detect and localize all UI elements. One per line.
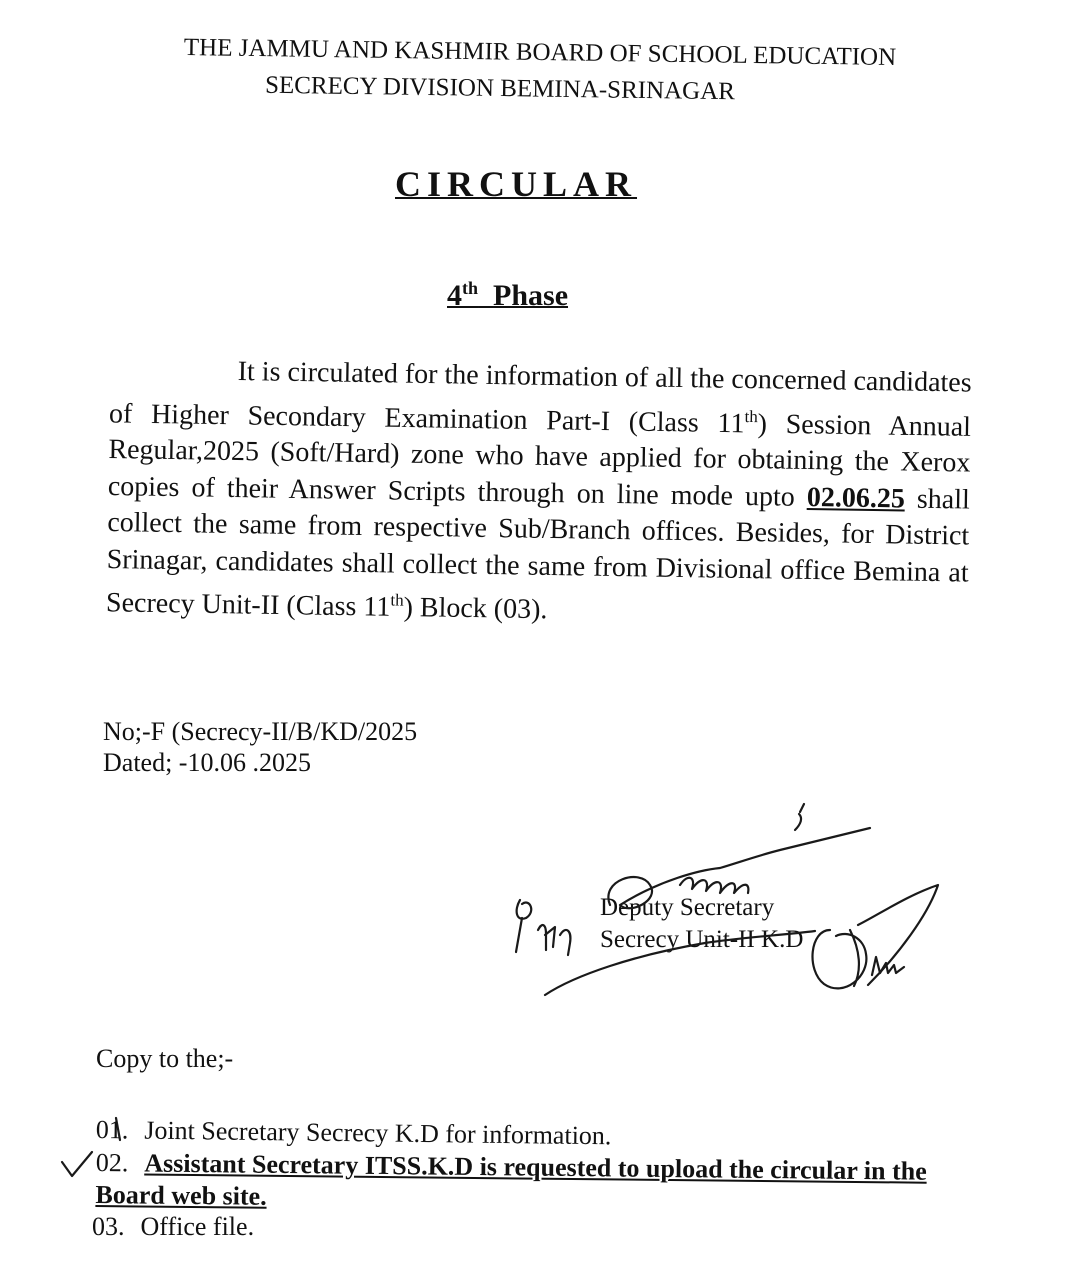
phase-heading	[447, 278, 568, 313]
header-division: SECRECY DIVISION BEMINA-SRINAGAR	[264, 71, 736, 106]
copy-item-text: Office file.	[140, 1212, 255, 1241]
body-text-3: shall collect the same from respective Sub/Branch offices. Besides, for District Srinagar, candidates shall collect the same from Divisional office Bemina at Secrecy Unit-II (Class 11	[105, 483, 971, 624]
body-text-2: ) Session Annual Regular,2025 (Soft/Hard) zone who have applied for obtaining the Xerox copies of their Answer Scripts through on line mode upto	[107, 408, 972, 513]
body-date: 02.06.25	[806, 481, 906, 515]
body-sup-2: th	[390, 590, 404, 610]
phase-label: Phase	[493, 279, 569, 312]
header-board-name: THE JAMMU AND KASHMIR BOARD OF SCHOOL EDUCATION	[183, 34, 897, 71]
body-sup-1: th	[744, 406, 758, 426]
copy-item	[92, 1211, 254, 1243]
copy-item	[96, 1114, 612, 1152]
signatory-unit: Secrecy Unit-II K.D	[600, 926, 804, 953]
copy-item-text: Joint Secretary Secrecy K.D for information.	[144, 1115, 612, 1151]
circular-body	[106, 352, 972, 636]
copy-item-text: Assistant Secretary ITSS.K.D is requested to upload the circular in the Board web site.	[95, 1148, 927, 1211]
copy-item	[95, 1147, 966, 1220]
copy-item-number: 01.	[95, 1114, 129, 1145]
phase-number: 4	[447, 279, 462, 312]
body-text-4: ) Block (03).	[403, 592, 548, 626]
signatory-designation: Deputy Secretary	[600, 894, 775, 921]
body-text-1: It is circulated for the information of all the concerned candidates of Higher Secondary Examination Part-I (Class 11	[108, 356, 972, 439]
reference-date: Dated; -10.06 .2025	[103, 748, 311, 777]
reference-number: No;-F (Secrecy-II/B/KD/2025	[103, 717, 418, 746]
copy-item-number: 02.	[95, 1148, 129, 1178]
copy-item-number: 03.	[92, 1212, 125, 1241]
phase-suffix: th	[462, 278, 479, 298]
circular-title: CIRCULAR	[395, 164, 638, 204]
copy-to-heading: Copy to the;-	[96, 1044, 234, 1073]
